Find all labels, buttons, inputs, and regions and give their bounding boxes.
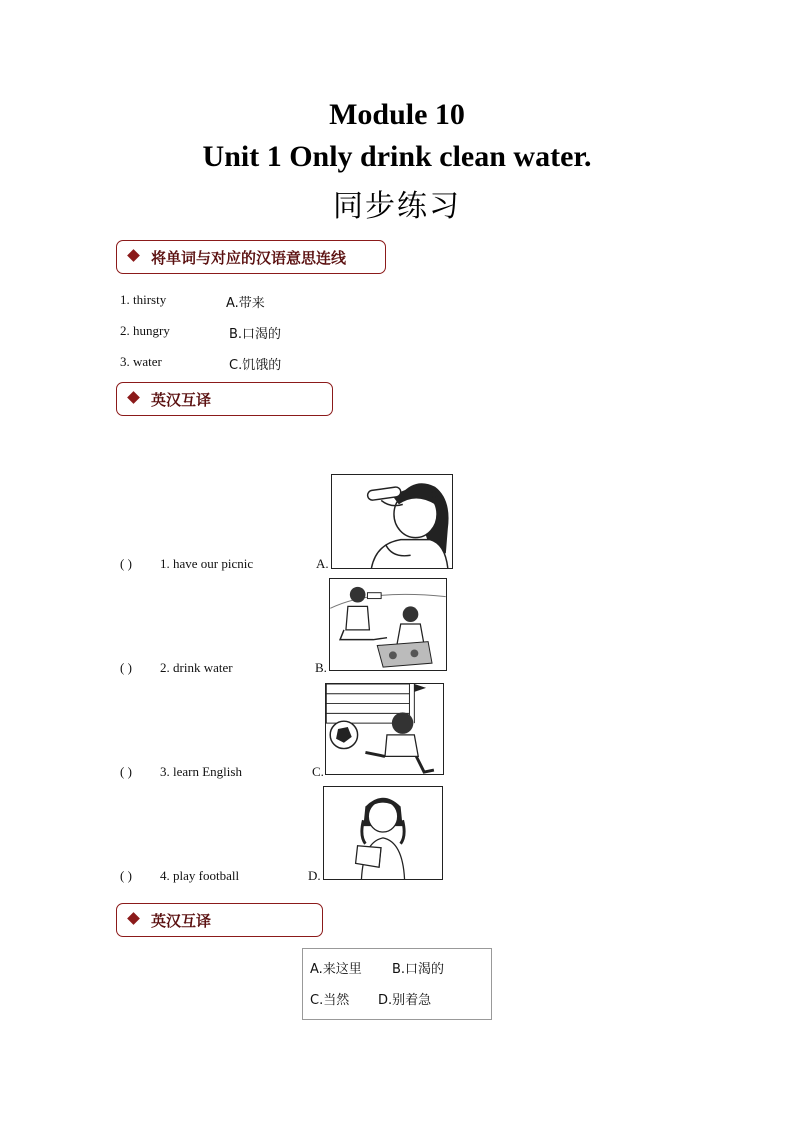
unit-title: Unit 1 Only drink clean water. [202, 140, 592, 173]
answer-blank[interactable]: ( ) [120, 764, 132, 779]
diamond-icon [127, 391, 140, 404]
picture-letter: D. [308, 868, 321, 883]
picture-letter: B. [315, 660, 327, 675]
picture-question [120, 556, 253, 572]
diamond-icon [127, 249, 140, 262]
question-text: 4. play football [160, 868, 240, 883]
word-option: A.来这里 [310, 962, 362, 977]
picture-question [120, 868, 239, 884]
section-label: 将单词与对应的汉语意思连线 [151, 249, 347, 267]
question-text: 3. learn English [160, 764, 242, 779]
section-label: 英汉互译 [151, 391, 212, 409]
answer-blank[interactable]: ( ) [120, 660, 132, 675]
section-header-matching [116, 240, 386, 274]
match-meaning: B.口渴的 [229, 327, 282, 342]
section-header-translate-2 [116, 903, 323, 937]
question-text: 1. have our picnic [160, 556, 254, 571]
section-header-translate [116, 382, 333, 416]
word-option: D.别着急 [378, 993, 432, 1008]
module-title: Module 10 [329, 98, 465, 131]
match-word: 1. thirsty [120, 292, 167, 307]
reading-girl-icon [323, 786, 443, 880]
match-meaning: A.带来 [226, 296, 265, 311]
match-word: 2. hungry [120, 323, 170, 338]
picture-letter: A. [316, 556, 329, 571]
match-meaning: C.饥饿的 [229, 358, 282, 373]
answer-blank[interactable]: ( ) [120, 868, 132, 883]
question-text: 2. drink water [160, 660, 233, 675]
match-word: 3. water [120, 354, 162, 369]
picture-letter: C. [312, 764, 324, 779]
section-label: 英汉互译 [151, 912, 212, 930]
picture-question [120, 660, 233, 676]
answer-blank[interactable]: ( ) [120, 556, 132, 571]
page-subtitle: 同步练习 [333, 189, 461, 224]
picnic-icon [329, 578, 447, 671]
girl-drinking-icon [331, 474, 453, 569]
diamond-icon [127, 912, 140, 925]
football-icon [325, 683, 444, 775]
word-box [302, 948, 492, 1020]
picture-question [120, 764, 242, 780]
word-option: B.口渴的 [392, 962, 445, 977]
word-option: C.当然 [310, 993, 350, 1008]
